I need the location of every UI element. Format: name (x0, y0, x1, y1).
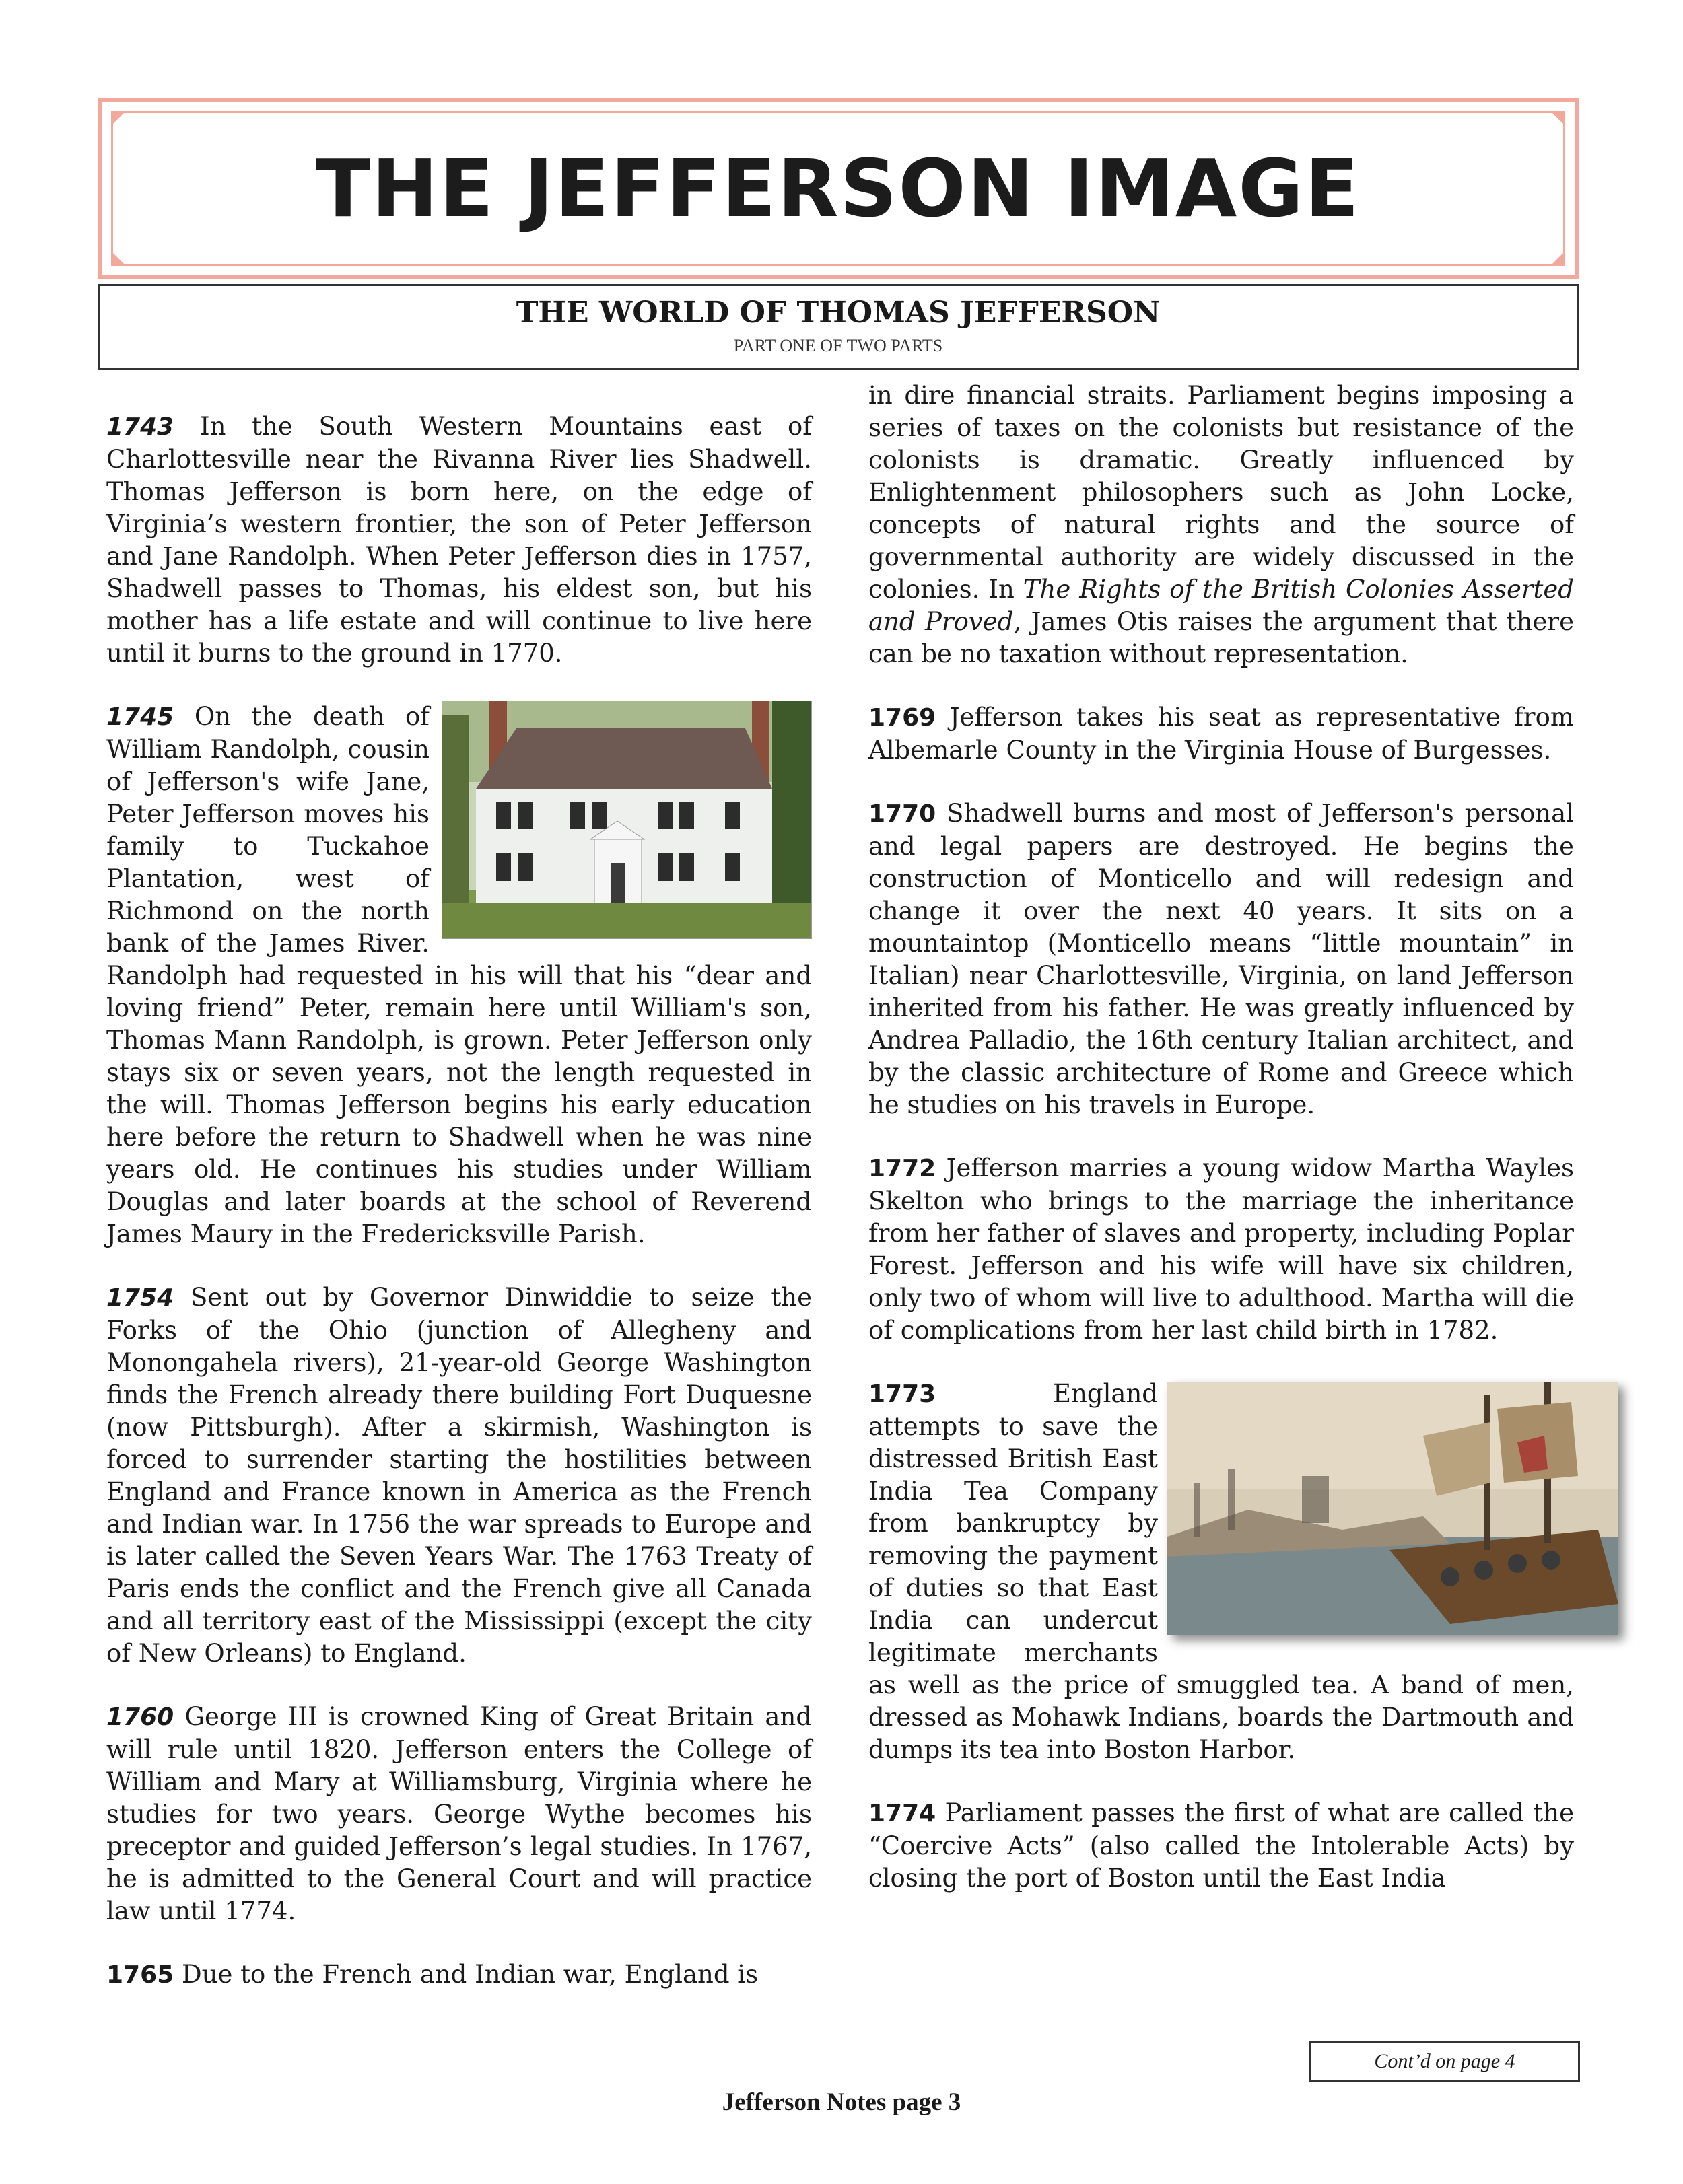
entry-text: George III is crowned King of Great Britain and will rule until 1820. Jefferson enters the College of William and Mary at Williamsburg, Virginia where he studies for two years. George Wythe becomes his preceptor and guided Jefferson’s legal studies. In 1767, he is admitted to the General Court and will practice law until 1774. (106, 1702, 812, 1926)
timeline-entry (868, 1797, 1574, 1895)
tuckahoe-photo (442, 701, 812, 939)
timeline-entry (868, 701, 1574, 767)
timeline-entry (106, 701, 812, 1250)
timeline-entry (106, 411, 812, 670)
timeline-entry (106, 1959, 812, 1992)
tea-party-painting (1167, 1382, 1618, 1635)
corner-ornament (111, 251, 126, 266)
entry-text: On the death of William Randolph, cousin of Jefferson's wife Jane, Peter Jefferson moves his family to Tuckahoe Plantation, west of Richmond on the north bank of the James River. Randolph had requested in his will that his “dear and loving friend” Peter, remain here until William's son, Thomas Mann Randolph, is grown. Peter Jefferson only stays six or seven years, not the length requested in the will. Thomas Jefferson begins his early education here before the return to Shadwell when he was nine years old. He continues his studies under William Douglas and later boards at the school of Reverend James Maury in the Fredericksville Parish. (106, 702, 812, 1248)
entry-year: 1769 (868, 704, 936, 732)
timeline-entry (868, 1378, 1574, 1766)
entry-year: 1754 (106, 1284, 174, 1312)
entry-year: 1774 (868, 1800, 936, 1827)
timeline-entry (106, 1701, 812, 1928)
left-column (106, 411, 812, 2022)
timeline-entry (868, 1152, 1574, 1347)
corner-ornament (1550, 111, 1565, 126)
entry-text: Due to the French and Indian war, England is (174, 1960, 759, 1989)
entry-text: England attempts to save the distressed British East India Tea Company from bankruptcy by removing the payment of duties so that East India can undercut legitimate merchants as well as the price of smuggled tea. A band of men, dressed as Mohawk Indians, boards the Dartmouth and dumps its tea into Boston Harbor. (868, 1379, 1574, 1764)
entry-year: 1743 (106, 413, 174, 441)
right-column (868, 380, 1574, 1926)
section-header (98, 284, 1579, 370)
entry-year: 1765 (106, 1961, 174, 1989)
continued-notice: Cont’d on page 4 (1309, 2041, 1580, 2082)
entry-text: Jefferson marries a young widow Martha Wayles Skelton who brings to the marriage the inheritance from her father of slaves and property, including Poplar Forest. Jefferson and his wife will have six children, only two of whom will live to adulthood. Martha will die of complications from her last child birth in 1782. (868, 1154, 1574, 1345)
entry-text: , James Otis raises the argument that there can be no taxation without representation. (868, 607, 1574, 668)
entry-year: 1760 (106, 1703, 174, 1731)
entry-text: In the South Western Mountains east of Charlottesville near the Rivanna River lies Shadwell. Thomas Jefferson is born here, on the edge of Virginia’s western frontier, the son of Peter Jefferson and Jane Randolph. When Peter Jefferson dies in 1757, Shadwell passes to Thomas, his eldest son, but his mother has a life estate and will continue to live here until it burns to the ground in 1770. (106, 412, 812, 668)
newsletter-title: THE JEFFERSON IMAGE (316, 142, 1361, 235)
entry-text: Parliament passes the first of what are called the “Coercive Acts” (also called the Intolerable Acts) by closing the port of Boston until the East India (868, 1798, 1574, 1893)
masthead-frame (98, 98, 1579, 279)
entry-text: Jefferson takes his seat as representative from Albemarle County in the Virginia House of Burgesses. (868, 703, 1574, 765)
section-title: THE WORLD OF THOMAS JEFFERSON (516, 295, 1161, 330)
entry-year: 1773 (868, 1380, 936, 1408)
timeline-entry (868, 798, 1574, 1121)
timeline-entry (106, 1281, 812, 1670)
section-subtitle: PART ONE OF TWO PARTS (733, 336, 943, 355)
entry-text: Shadwell burns and most of Jefferson's personal and legal papers are destroyed. He begins the construction of Monticello and will redesign and change it over the next 40 years. It sits on a mountaintop (Monticello means “little mountain” in Italian) near Charlottesville, Virginia, on land Jefferson inherited from his father. He was greatly influenced by Andrea Palladio, the 16th century Italian architect, and by the classic architecture of Rome and Greece which he studies on his travels in Europe. (868, 799, 1574, 1119)
entry-text: in dire financial straits. Parliament begins imposing a series of taxes on the colonists but resistance of the colonists is dramatic. Greatly influenced by Enlightenment philosophers such as John Locke, concepts of natural rights and the source of governmental authority are widely discussed in the colonies. In (868, 381, 1574, 604)
corner-ornament (1550, 251, 1565, 266)
entry-text: Sent out by Governor Dinwiddie to seize the Forks of the Ohio (junction of Allegheny and Monongahela rivers), 21-year-old George Washington finds the French already there building Fort Duquesne (now Pittsburgh). After a skirmish, Washington is forced to surrender starting the hostilities between England and France known in America as the French and Indian war. In 1756 the war spreads to Europe and is later called the Seven Years War. The 1763 Treaty of Paris ends the conflict and the French give all Canada and all territory east of the Mississippi (except the city of New Orleans) to England. (106, 1283, 812, 1668)
document-title: The Rights of the British Colonies Asserted and Proved (868, 575, 1574, 636)
page-footer: Jefferson Notes page 3 (722, 2088, 961, 2116)
entry-year: 1745 (106, 703, 174, 731)
entry-year: 1772 (868, 1155, 936, 1183)
corner-ornament (111, 111, 126, 126)
entry-year: 1770 (868, 800, 936, 828)
continued-entry (868, 380, 1574, 670)
